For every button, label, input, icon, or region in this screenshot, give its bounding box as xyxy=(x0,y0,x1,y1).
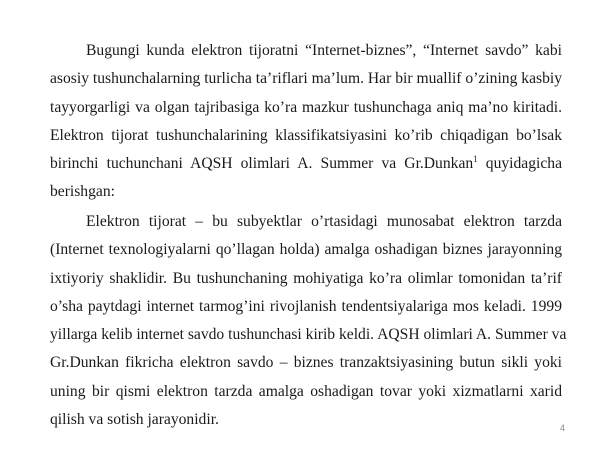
paragraph-2-line: o’sha paytdagi internet tarmog’ini rivojlanish tendentsiyalariga mos keladi. 1999 xyxy=(50,297,562,315)
paragraph-2 xyxy=(50,208,567,434)
paragraph-2-line: uning bir qismi elektron tarzda amalga oshadigan tovar yoki xizmatlarni xarid xyxy=(50,382,562,400)
paragraph-2-line: yillarga kelib internet savdo tushunchasi kirib keldi. AQSH olimlari A. Summer va xyxy=(50,326,567,344)
paragraph-2-line: (Internet texnologiyalarni qo’llagan holda) amalga oshadigan biznes jarayonning xyxy=(50,241,562,259)
paragraph-2-line: Elektron tijorat – bu subyektlar o’rtasidagi munosabat elektron tarzda xyxy=(86,213,562,230)
paragraph-2-line: Gr.Dunkan fikricha elektron savdo – biznes tranzaktsiyasining butun sikli yoki xyxy=(50,354,562,372)
paragraph-2-line: qilish va sotish jarayonidir. xyxy=(50,411,219,429)
footnote-mark[interactable]: 1 xyxy=(473,154,478,164)
paragraph-2-line: ixtiyoriy shaklidir. Bu tushunchaning mohiyatiga ko’ra olimlar tomonidan ta’rif xyxy=(50,269,562,287)
page-number: 4 xyxy=(559,423,565,433)
line-text-tail: quyidagicha xyxy=(477,155,562,173)
paragraph-1-line: tayyorgarligi va olgan tajribasiga ko’ra mazkur tushunchaga aniq ma’no kiritadi. xyxy=(50,98,562,116)
paragraph-1-line: berishgan: xyxy=(50,183,115,201)
paragraph-1-line: asosiy tushunchalarning turlicha ta’riflari ma’lum. Har bir muallif o’zining kasbiy xyxy=(50,70,562,88)
paragraph-1 xyxy=(50,37,562,207)
paragraph-1-line: Bugungi kunda elektron tijoratni “Internet-biznes”, “Internet savdo” kabi xyxy=(86,42,562,59)
line-text: birinchi tuchunchani AQSH olimlari A. Summer va Gr.Dunkan xyxy=(50,155,474,173)
paragraph-1-line: Elektron tijorat tushunchalarining klassifikatsiyasini ko’rib chiqadigan bo’lsak xyxy=(50,126,562,144)
paragraph-1-line xyxy=(50,150,562,178)
